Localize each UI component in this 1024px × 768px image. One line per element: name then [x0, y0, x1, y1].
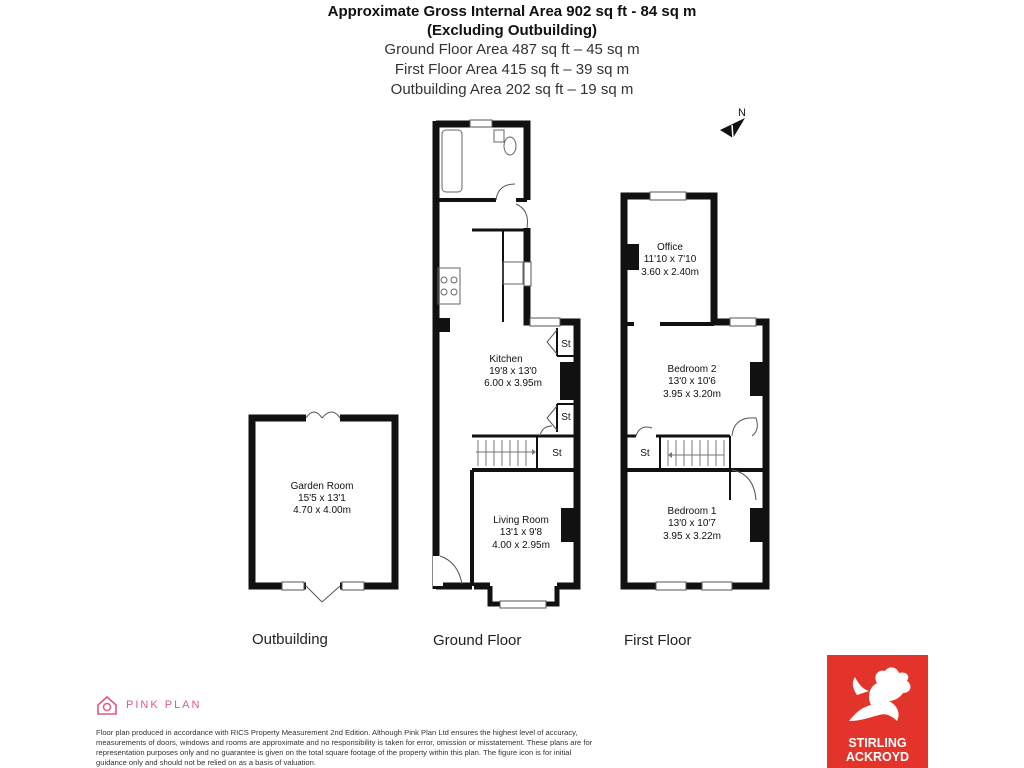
- room-imperial: 19'8 x 13'0: [489, 366, 537, 377]
- room-kitchen: [484, 354, 542, 389]
- room-office: [641, 242, 699, 278]
- room-name: Garden Room: [290, 481, 354, 492]
- room-metric: 3.60 x 2.40m: [641, 267, 699, 278]
- ground-floor-area: Ground Floor Area 487 sq ft – 45 sq m: [384, 41, 640, 58]
- room-name: Office: [657, 242, 683, 253]
- storage-label: St: [561, 412, 571, 423]
- room-living-room: [492, 515, 550, 551]
- north-arrow-icon: [720, 107, 746, 138]
- room-imperial: 13'0 x 10'7: [668, 518, 716, 529]
- north-label: N: [738, 107, 746, 119]
- storage-label: St: [640, 448, 650, 459]
- griffin-icon: [827, 655, 928, 735]
- outbuilding-area: Outbuilding Area 202 sq ft – 19 sq m: [390, 81, 634, 98]
- storage-label: St: [552, 448, 562, 459]
- floor-label-outbuilding: Outbuilding: [252, 631, 328, 648]
- excluding-note: (Excluding Outbuilding): [427, 22, 597, 39]
- room-imperial: 13'1 x 9'8: [499, 527, 543, 538]
- brand-line-1: STIRLING: [848, 736, 907, 750]
- room-bedroom-2: [663, 364, 721, 400]
- brand-name: [827, 736, 928, 764]
- disclaimer-text: Floor plan produced in accordance with RICS Property Measurement 2nd Edition. Although Pink Plan Ltd ensures the highest level of accuracy, measurements of doors, windows and rooms are approximate and no responsibility is taken for error, omission or misstatement. These plans are for representation purposes only and no guarantee is given on the total square footage of the property within this plan. The figure icon is for initial guidance only and should not be relied on as a basis of valuation.: [96, 728, 593, 767]
- pink-plan-logo: [96, 694, 201, 716]
- room-metric: 6.00 x 3.95m: [484, 378, 542, 389]
- room-imperial: 13'0 x 10'6: [668, 376, 716, 387]
- floor-label-ground: Ground Floor: [433, 632, 522, 649]
- room-name: Kitchen: [489, 354, 523, 365]
- room-name: Bedroom 1: [667, 506, 717, 517]
- room-imperial: 11'10 x 7'10: [643, 254, 697, 265]
- room-name: Living Room: [493, 515, 549, 526]
- room-garden-room: [291, 481, 354, 516]
- first-floor-area: First Floor Area 415 sq ft – 39 sq m: [394, 61, 630, 78]
- room-metric: 3.95 x 3.20m: [663, 389, 721, 400]
- room-imperial: 15'5 x 13'1: [298, 493, 346, 504]
- house-icon: [96, 694, 118, 716]
- room-metric: 4.70 x 4.00m: [293, 505, 351, 516]
- pink-plan-text: PINK PLAN: [126, 699, 202, 711]
- brand-line-2: ACKROYD: [845, 750, 910, 764]
- floor-label-first: First Floor: [624, 632, 692, 649]
- storage-label: St: [561, 339, 571, 350]
- room-metric: 3.95 x 3.22m: [663, 531, 721, 542]
- gross-area-title: Approximate Gross Internal Area 902 sq ft - 84 sq m: [327, 3, 697, 20]
- room-metric: 4.00 x 2.95m: [492, 540, 550, 551]
- room-bedroom-1: [663, 506, 721, 542]
- stirling-ackroyd-logo: [827, 655, 928, 768]
- room-name: Bedroom 2: [667, 364, 717, 375]
